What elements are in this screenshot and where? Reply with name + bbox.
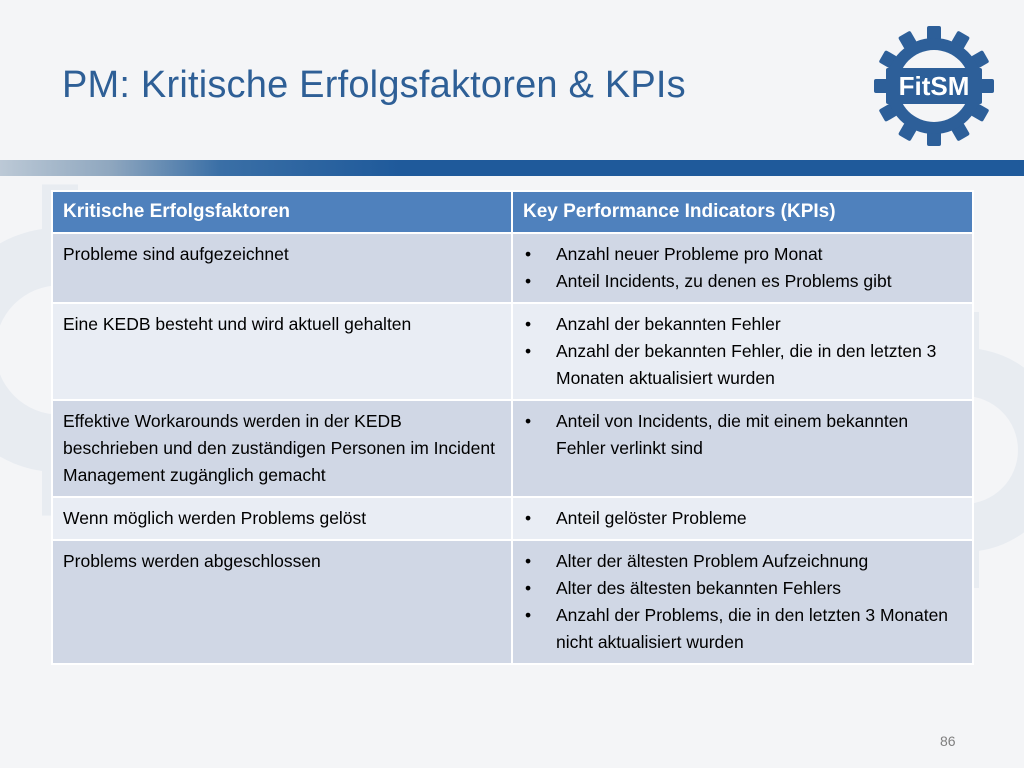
table-row: [52, 497, 973, 540]
kpi-cell: [512, 233, 973, 303]
column-header-factors: Kritische Erfolgsfaktoren: [52, 191, 512, 233]
kpi-item: • Anteil von Incidents, die mit einem bekannten Fehler verlinkt sind: [513, 408, 962, 462]
table-header-row: [52, 191, 973, 233]
kpi-item: • Anzahl der bekannten Fehler: [513, 311, 962, 338]
kpi-item: • Anzahl der Problems, die in den letzten 3 Monaten nicht aktualisiert wurden: [513, 602, 962, 656]
kpi-item: • Alter der ältesten Problem Aufzeichnung: [513, 548, 962, 575]
factor-cell: Effektive Workarounds werden in der KEDB beschrieben und den zuständigen Personen im Incident Management zugänglich gemacht: [52, 400, 512, 497]
kpi-cell: [512, 303, 973, 400]
fitsm-logo: [872, 24, 996, 148]
kpi-cell: [512, 400, 973, 497]
kpi-table: [51, 190, 974, 665]
logo-text: FitSM: [898, 71, 970, 101]
kpi-item: • Alter des ältesten bekannten Fehlers: [513, 575, 962, 602]
page-number: 86: [940, 733, 956, 749]
factor-cell: Probleme sind aufgezeichnet: [52, 233, 512, 303]
header-band: [0, 160, 1024, 176]
kpi-cell: [512, 497, 973, 540]
table-row: [52, 303, 973, 400]
column-header-kpis: Key Performance Indicators (KPIs): [512, 191, 973, 233]
factor-cell: Wenn möglich werden Problems gelöst: [52, 497, 512, 540]
kpi-item: • Anteil gelöster Probleme: [513, 505, 962, 532]
factor-cell: Problems werden abgeschlossen: [52, 540, 512, 664]
kpi-item: • Anteil Incidents, zu denen es Problems gibt: [513, 268, 962, 295]
table-row: [52, 540, 973, 664]
slide-title: PM: Kritische Erfolgsfaktoren & KPIs: [62, 64, 686, 106]
table-row: [52, 400, 973, 497]
factor-cell: Eine KEDB besteht und wird aktuell gehalten: [52, 303, 512, 400]
kpi-item: • Anzahl der bekannten Fehler, die in den letzten 3 Monaten aktualisiert wurden: [513, 338, 962, 392]
kpi-item: • Anzahl neuer Probleme pro Monat: [513, 241, 962, 268]
table-row: [52, 233, 973, 303]
kpi-cell: [512, 540, 973, 664]
